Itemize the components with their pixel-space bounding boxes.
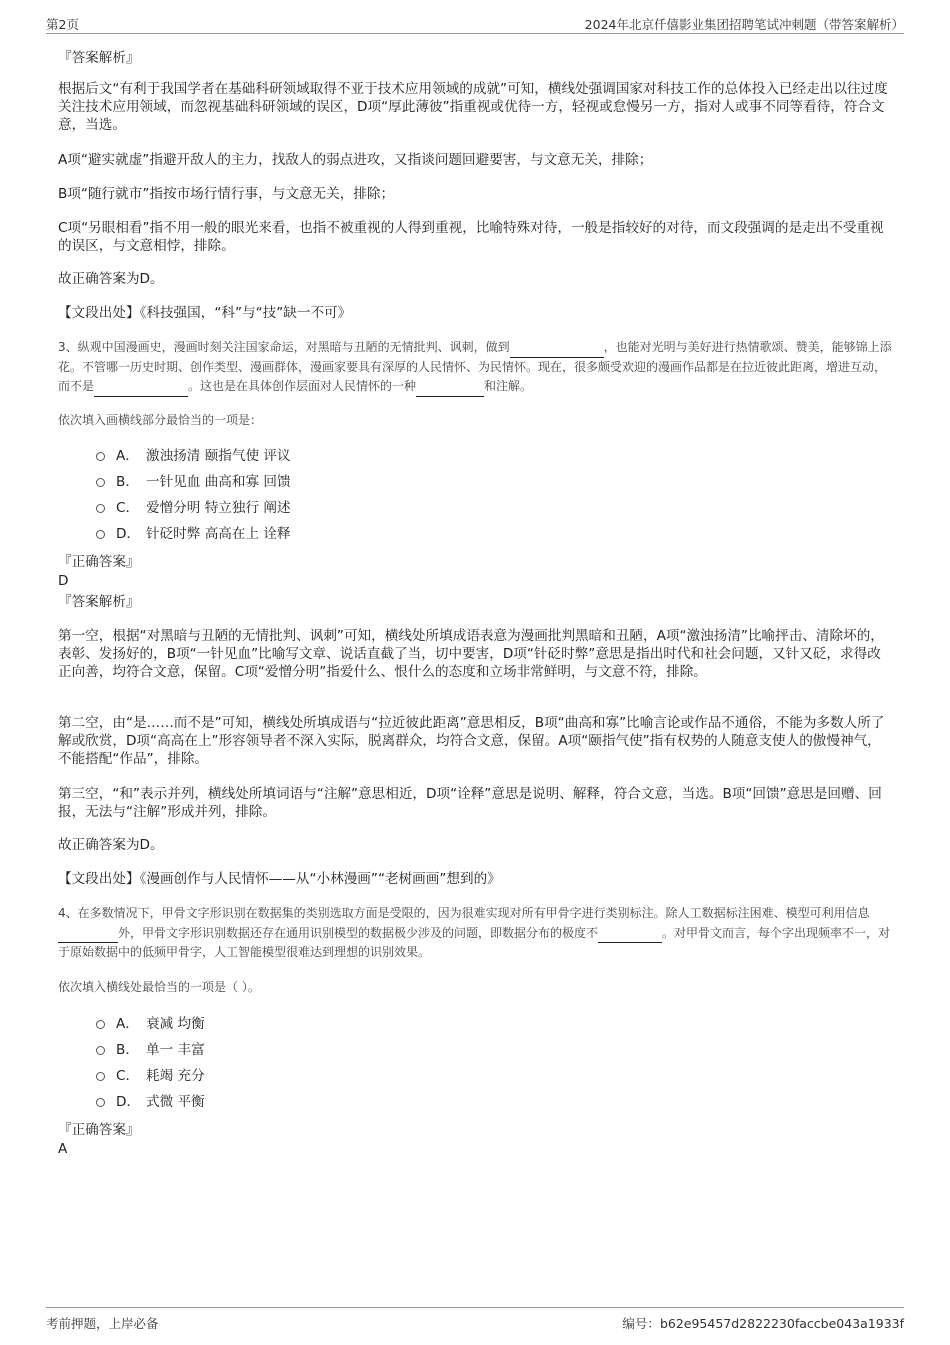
radio-icon[interactable] <box>96 1098 105 1107</box>
radio-icon[interactable] <box>96 1046 105 1055</box>
q4-blank-1 <box>58 929 118 943</box>
q3-option-b[interactable]: B． 一针见血 曲高和寡 回馈 <box>96 473 291 491</box>
q3-answer: D <box>58 573 69 589</box>
q2-option-c-analysis: C项“另眼相看”指不用一般的眼光来看，也指不被重视的人得到重视，比喻特殊对待，一般是指较好的对待，而文段强调的是走出不受重视的误区，与文意相悖，排除。 <box>58 220 884 254</box>
q3-conclusion: 故正确答案为D。 <box>58 837 164 853</box>
q2-conclusion: 故正确答案为D。 <box>58 271 164 287</box>
page-number: 第2页 <box>46 17 79 32</box>
q2-analysis-paragraph: 根据后文“有利于我国学者在基础科研领域取得不亚于技术应用领域的成就”可知，横线处强调国家对科技工作的总体投入已经走出以往过度关注技术应用领域，而忽视基础科研领域的误区，D项“厚此薄彼”指重视或优待一方，轻视或怠慢另一方，指对人或事不同等看待，符合文意，当选。 <box>58 81 888 133</box>
radio-icon[interactable] <box>96 1072 105 1081</box>
q2-source: 【文段出处】《科技强国，“科”与“技”缺一不可》 <box>58 305 352 321</box>
q4-answer-label: 『正确答案』 <box>58 1122 140 1138</box>
radio-icon[interactable] <box>96 1020 105 1029</box>
q3-analysis-blank-2: 第二空，由“是……而不是”可知，横线处所填成语与“拉近彼此距离”意思相反，B项“曲高和寡”比喻言论或作品不通俗，不能为多数人所了解或欣赏，D项“高高在上”形容领导者不深入实际，脱离群众，均符合文意，保留。A项“颐指气使”指有权势的人随意支使人的傲慢神气，不能搭配“作品”，排除。 <box>58 715 885 767</box>
q3-analysis-blank-3: 第三空，“和”表示并列，横线处所填词语与“注解”意思相近，D项“诠释”意思是说明、解释，符合文意，当选。B项“回馈”意思是回赠、回报，无法与“注解”形成并列，排除。 <box>58 786 882 820</box>
page-header <box>46 13 904 34</box>
q3-answer-label: 『正确答案』 <box>58 554 140 570</box>
q4-option-d[interactable]: D． 式微 平衡 <box>96 1093 205 1111</box>
q3-blank-2 <box>94 383 188 397</box>
q4-option-c[interactable]: C． 耗竭 充分 <box>96 1067 205 1085</box>
q3-analysis-blank-1: 第一空，根据“对黑暗与丑陋的无情批判、讽刺”可知，横线处所填成语表意为漫画批判黑暗和丑陋，A项“激浊扬清”比喻抨击、清除坏的，表彰、发扬好的，B项“一针见血”比喻写文章、说话直截了当，切中要害，D项“针砭时弊”意思是指出时代和社会问题，又针又砭，求得改正向善，均符合文意，保留。C项“爱憎分明”指爱什么、恨什么的态度和立场非常鲜明，与文意不符，排除。 <box>58 628 884 680</box>
q3-source: 【文段出处】《漫画创作与人民情怀——从“小林漫画”“老树画画”想到的》 <box>58 871 501 887</box>
q4-option-a[interactable]: A． 衰减 均衡 <box>96 1015 205 1033</box>
q3-option-c[interactable]: C． 爱憎分明 特立独行 阐述 <box>96 499 291 517</box>
q4-stem: 4、在多数情况下，甲骨文字形识别在数据集的类别选取方面是受限的，因为很难实现对所有甲骨字进行类别标注。除人工数据标注困难、模型可利用信息外，甲骨文字形识别数据还存在通用识别模型的数据极少涉及的问题，即数据分布的极度不 。对甲骨文而言，每个字出现频率不一，对于原始数据中的低频甲骨字，人工智能模型很难达到理想的识别效果。 <box>58 906 891 959</box>
q2-option-b-analysis: B项“随行就市”指按市场行情行事，与文意无关，排除； <box>58 186 395 202</box>
q3-option-d[interactable]: D． 针砭时弊 高高在上 诠释 <box>96 525 291 543</box>
q4-prompt: 依次填入横线处最恰当的一项是（ ）。 <box>58 980 260 994</box>
radio-icon[interactable] <box>96 530 105 539</box>
q3-blank-3 <box>416 383 484 397</box>
document-title: 2024年北京仟僖影业集团招聘笔试冲刺题（带答案解析） <box>584 17 904 32</box>
page-footer <box>46 1307 904 1332</box>
radio-icon[interactable] <box>96 504 105 513</box>
q4-answer: A <box>58 1141 68 1157</box>
q3-blank-1 <box>510 344 604 358</box>
q4-blank-2 <box>598 929 662 943</box>
q3-prompt: 依次填入画横线部分最恰当的一项是： <box>58 413 263 427</box>
q3-analysis-label: 『答案解析』 <box>58 594 140 610</box>
document-code: 编号：b62e95457d2822230faccbe043a1933f <box>622 1316 904 1331</box>
q3-stem: 3、纵观中国漫画史，漫画时刻关注国家命运，对黑暗与丑陋的无情批判、讽刺，做到 ，也能对光明与美好进行热情歌颂、赞美，能够锦上添花。不管哪一历史时期、创作类型、漫画群体，漫画家要具有深厚的人民情怀、为民情怀。现在，很多颇受欢迎的漫画作品都是在拉近彼此距离，增进互动，而不是 。这也是在具体创作层面对人民情怀的一种 和注解。 <box>58 338 894 397</box>
q2-option-a-analysis: A项“避实就虚”指避开敌人的主力，找敌人的弱点进攻，又指谈问题回避要害，与文意无关，排除； <box>58 152 653 168</box>
q3-option-a[interactable]: A． 激浊扬清 颐指气使 评议 <box>96 447 291 465</box>
q2-analysis-label: 『答案解析』 <box>58 50 140 66</box>
q4-option-b[interactable]: B． 单一 丰富 <box>96 1041 205 1059</box>
footer-slogan: 考前押题，上岸必备 <box>46 1316 159 1331</box>
radio-icon[interactable] <box>96 478 105 487</box>
radio-icon[interactable] <box>96 452 105 461</box>
